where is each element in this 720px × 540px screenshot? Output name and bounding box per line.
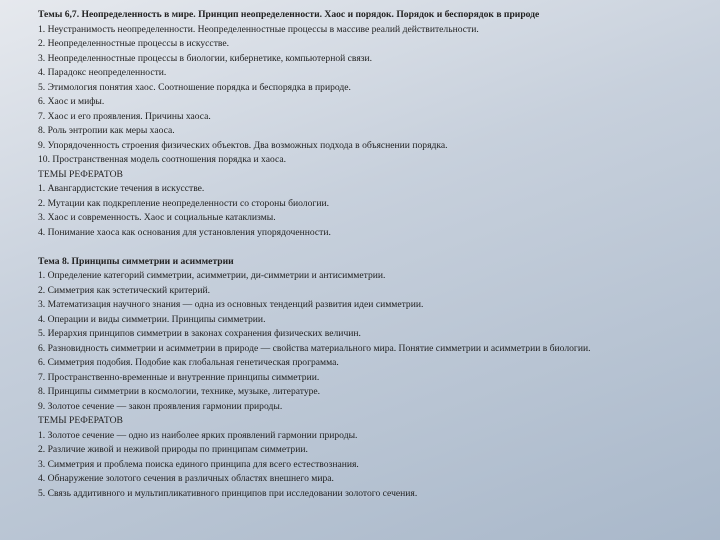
section1-item: 5. Этимология понятия хаос. Соотношение порядка и беспорядка в природе. (38, 81, 351, 93)
section1-referat: 4. Понимание хаоса как основания для установления упорядоченности. (38, 226, 331, 238)
section1-referats-heading: ТЕМЫ РЕФЕРАТОВ (38, 168, 123, 180)
section2-referat: 2. Различие живой и неживой природы по принципам симметрии. (38, 444, 308, 455)
section1-item: 3. Неопределенностные процессы в биологии, кибернетике, компьютерной связи. (38, 52, 373, 64)
section2-item: 4. Операции и виды симметрии. Принципы симметрии. (38, 313, 266, 325)
section2-item: 6. Разновидность симметрии и асимметрии в природе — свойства материального мира. Понятие симметрии и асимметрии в биологии. (38, 342, 591, 354)
section2-referat: 5. Связь аддитивного и мультипликативного принципов при исследовании золотого сечения. (38, 487, 418, 499)
section1-referat: 2. Мутации как подкрепление неопределенности со стороны биологии. (38, 197, 329, 209)
section1-item: 1. Неустранимость неопределенности. Неопределенностные процессы в массиве реалий действительности. (38, 23, 479, 35)
text-block (38, 8, 680, 501)
section-spacer (38, 240, 680, 255)
section1-item: 2. Неопределенностные процессы в искусстве. (38, 38, 230, 49)
section2-item: 9. Золотое сечение — закон проявления гармонии природы. (38, 400, 283, 412)
section1-item: 4. Парадокс неопределенности. (38, 67, 167, 78)
section1-item: 7. Хаос и его проявления. Причины хаоса. (38, 110, 211, 122)
section2-item: 3. Математизация научного знания — одна из основных тенденций развития идеи симметрии. (38, 299, 424, 310)
section2-item: 8. Принципы симметрии в космологии, технике, музыке, литературе. (38, 386, 321, 397)
section2-item: 1. Определение категорий симметрии, асимметрии, ди-симметрии и антисимметрии. (38, 270, 386, 281)
section1-item: 9. Упорядоченность строения физических объектов. Два возможных подхода в объяснении порядка. (38, 139, 448, 151)
section2-item: 6. Симметрия подобия. Подобие как глобальная генетическая программа. (38, 357, 339, 368)
section1-item: 6. Хаос и мифы. (38, 96, 105, 107)
section1-title: Темы 6,7. Неопределенность в мире. Принцип неопределенности. Хаос и порядок. Порядок и беспорядок в природе (38, 9, 540, 20)
section2-title: Тема 8. Принципы симметрии и асимметрии (38, 255, 234, 267)
section2-referat: 3. Симметрия и проблема поиска единого принципа для всего естествознания. (38, 458, 359, 470)
section1-item: 10. Пространственная модель соотношения порядка и хаоса. (38, 154, 287, 165)
section2-item: 2. Симметрия как эстетический критерий. (38, 284, 210, 296)
section2-referat: 4. Обнаружение золотого сечения в различных областях внешнего мира. (38, 473, 334, 484)
section1-referat: 1. Авангардистские течения в искусстве. (38, 183, 205, 194)
section2-item: 5. Иерархия принципов симметрии в законах сохранения физических величин. (38, 328, 361, 339)
section2-item: 7. Пространственно-временные и внутренние принципы симметрии. (38, 371, 320, 383)
section2-referats-heading: ТЕМЫ РЕФЕРАТОВ (38, 415, 123, 426)
section2-referat: 1. Золотое сечение — одно из наиболее ярких проявлений гармонии природы. (38, 429, 358, 441)
section1-referat: 3. Хаос и современность. Хаос и социальные катаклизмы. (38, 212, 276, 223)
section1-item: 8. Роль энтропии как меры хаоса. (38, 125, 175, 136)
